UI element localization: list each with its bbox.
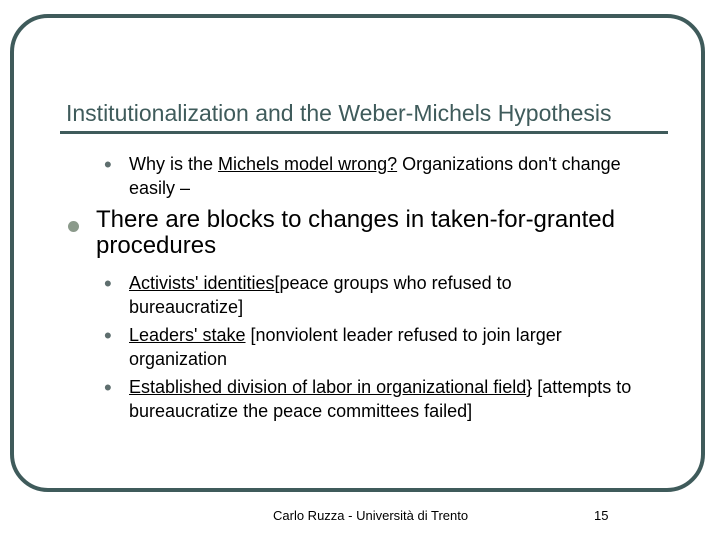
bullet-item-leaders-stake — [104, 323, 664, 371]
bullet-underlined-text: Activists' identities — [129, 273, 275, 293]
bullet-text: There are blocks to changes in taken-for-granted procedures — [96, 206, 615, 259]
bullet-prefix: Why is the — [129, 154, 219, 174]
bullet-suffix: [peace groups who refused to bureaucratize] — [129, 273, 512, 317]
bullet-dot-icon: • — [104, 323, 112, 348]
bullet-underlined-text: Established division of labor in organizational field — [129, 377, 527, 397]
bullet-item-michels-question — [104, 152, 664, 200]
bullet-circle-icon — [68, 221, 79, 232]
bullet-item-division-of-labor — [104, 375, 634, 423]
bullet-dot-icon: • — [104, 152, 112, 177]
title-divider — [60, 131, 668, 134]
bullet-suffix: [nonviolent leader refused to join larger organization — [129, 325, 562, 369]
bullet-dot-icon: • — [104, 375, 112, 400]
bullet-underlined-text: Michels model wrong? — [218, 154, 398, 174]
bullet-suffix: Organizations don't change easily – — [129, 154, 621, 198]
page-number: 15 — [594, 508, 609, 523]
slide-title: Institutionalization and the Weber-Michels Hypothesis — [66, 100, 612, 126]
bullet-item-blocks-to-changes — [68, 207, 618, 259]
bullet-suffix: } [attempts to bureaucratize the peace committees failed] — [129, 377, 632, 421]
bullet-item-activists-identities — [104, 271, 624, 319]
footer-author: Carlo Ruzza - Università di Trento — [273, 508, 469, 523]
bullet-underlined-text: Leaders' stake — [129, 325, 246, 345]
bullet-dot-icon: • — [104, 271, 112, 296]
